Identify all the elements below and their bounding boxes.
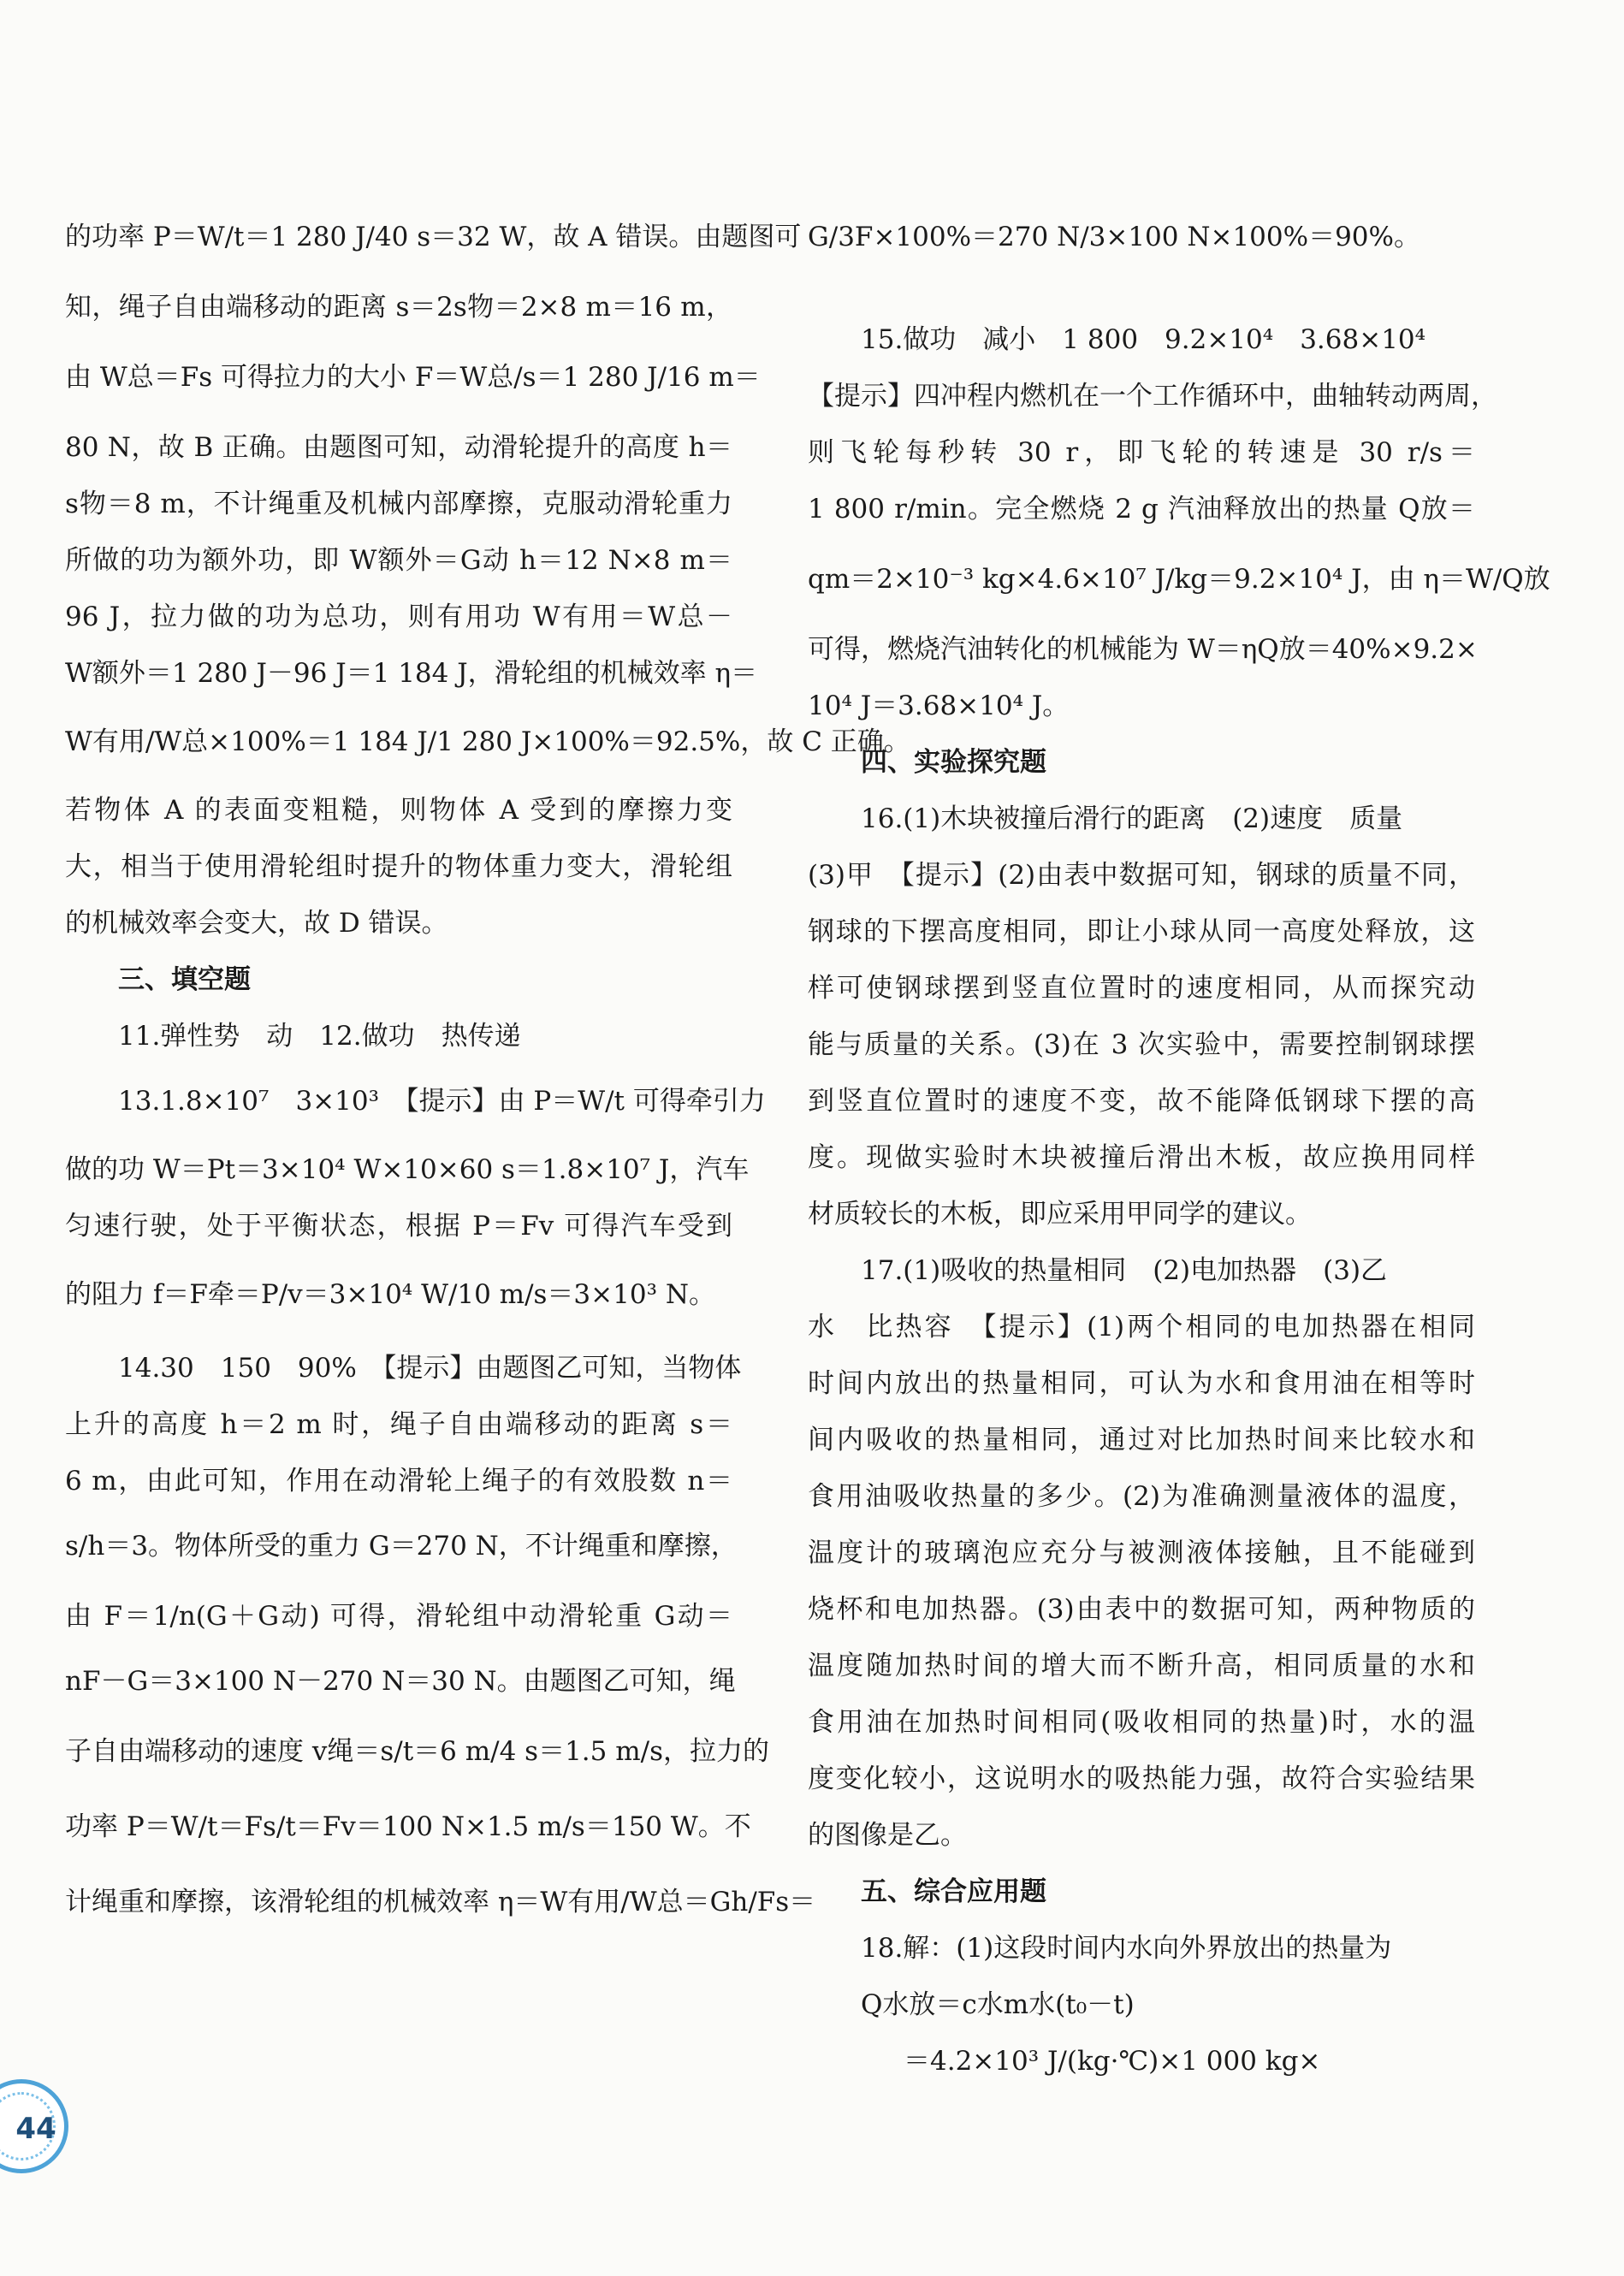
text-line: 食用油吸收热量的多少。(2)为准确测量液体的温度， bbox=[808, 1481, 1475, 1512]
text-line: 1 800 r/min。完全燃烧 2 g 汽油释放出的热量 Q放＝ bbox=[808, 494, 1475, 525]
text-line: qm＝2×10⁻³ kg×4.6×10⁷ J/kg＝9.2×10⁴ J，由 η＝W/Q放 bbox=[808, 564, 1550, 595]
text-line: W有用/W总×100%＝1 184 J/1 280 J×100%＝92.5%，故 C 正确。 bbox=[65, 726, 910, 757]
text-line: nF－G＝3×100 N－270 N＝30 N。由题图乙可知，绳 bbox=[65, 1666, 736, 1697]
text-line: 知，绳子自由端移动的距离 s＝2s物＝2×8 m＝16 m， bbox=[65, 292, 732, 323]
text-line: 16.(1)木块被撞后滑行的距离 (2)速度 质量 bbox=[861, 803, 1403, 834]
text-line: (3)甲 【提示】(2)由表中数据可知，钢球的质量不同， bbox=[808, 860, 1475, 891]
text-line: s物＝8 m，不计绳重及机械内部摩擦，克服动滑轮重力 bbox=[65, 489, 732, 519]
text-line: 做的功 W＝Pt＝3×10⁴ W×10×60 s＝1.8×10⁷ J，汽车 bbox=[65, 1154, 750, 1185]
text-line: 温度随加热时间的增大而不断升高，相同质量的水和 bbox=[808, 1651, 1475, 1681]
text-line: 钢球的下摆高度相同，即让小球从同一高度处释放，这 bbox=[808, 916, 1475, 947]
text-line: 由 F＝1/n(G＋G动) 可得，滑轮组中动滑轮重 G动＝ bbox=[65, 1601, 732, 1632]
text-line: 样可使钢球摆到竖直位置时的速度相同，从而探究动 bbox=[808, 973, 1475, 1004]
text-line: 的图像是乙。 bbox=[808, 1820, 967, 1851]
text-line: 的阻力 f＝F牵＝P/v＝3×10⁴ W/10 m/s＝3×10³ N。 bbox=[65, 1279, 715, 1310]
text-line: 大，相当于使用滑轮组时提升的物体重力变大，滑轮组 bbox=[65, 851, 732, 882]
text-line: 时间内放出的热量相同，可认为水和食用油在相等时 bbox=[808, 1368, 1475, 1399]
text-line: 6 m，由此可知，作用在动滑轮上绳子的有效股数 n＝ bbox=[65, 1466, 732, 1497]
text-line: 度变化较小，这说明水的吸热能力强，故符合实验结果 bbox=[808, 1763, 1475, 1794]
text-line: 的功率 P＝W/t＝1 280 J/40 s＝32 W，故 A 错误。由题图可 bbox=[65, 222, 802, 252]
text-line: G/3F×100%＝270 N/3×100 N×100%＝90%。 bbox=[808, 222, 1420, 252]
text-line: 温度计的玻璃泡应充分与被测液体接触，且不能碰到 bbox=[808, 1538, 1475, 1568]
text-line: 能与质量的关系。(3)在 3 次实验中，需要控制钢球摆 bbox=[808, 1029, 1475, 1060]
text-line: 14.30 150 90% 【提示】由题图乙可知，当物体 bbox=[118, 1353, 742, 1384]
text-line: 由 W总＝Fs 可得拉力的大小 F＝W总/s＝1 280 J/16 m＝ bbox=[65, 362, 761, 393]
text-line: 的机械效率会变大，故 D 错误。 bbox=[65, 908, 448, 939]
text-line: 若物体 A 的表面变粗糙，则物体 A 受到的摩擦力变 bbox=[65, 795, 732, 826]
text-line: 11.弹性势 动 12.做功 热传递 bbox=[118, 1021, 521, 1052]
text-line: 材质较长的木板，即应采用甲同学的建议。 bbox=[808, 1199, 1312, 1230]
text-line: s/h＝3。物体所受的重力 G＝270 N，不计绳重和摩擦， bbox=[65, 1531, 738, 1562]
text-line: 80 N，故 B 正确。由题图可知，动滑轮提升的高度 h＝ bbox=[65, 432, 732, 463]
text-line: 可得，燃烧汽油转化的机械能为 W＝ηQ放＝40%×9.2× bbox=[808, 634, 1478, 665]
text-line: 食用油在加热时间相同(吸收相同的热量)时，水的温 bbox=[808, 1707, 1475, 1738]
text-line: Q水放＝c水m水(t₀－t) bbox=[861, 1989, 1135, 2020]
text-line: 间内吸收的热量相同，通过对比加热时间来比较水和 bbox=[808, 1425, 1475, 1455]
text-line: 13.1.8×10⁷ 3×10³ 【提示】由 P＝W/t 可得牵引力 bbox=[118, 1086, 766, 1117]
text-line: 到竖直位置时的速度不变，故不能降低钢球下摆的高 bbox=[808, 1086, 1475, 1117]
text-line: 18.解：(1)这段时间内水向外界放出的热量为 bbox=[861, 1933, 1392, 1964]
section-heading: 三、填空题 bbox=[118, 964, 251, 995]
text-line: 则飞轮每秒转 30 r，即飞轮的转速是 30 r/s＝ bbox=[808, 437, 1475, 468]
text-line: 度。现做实验时木块被撞后滑出木板，故应换用同样 bbox=[808, 1142, 1475, 1173]
text-line: 功率 P＝W/t＝Fs/t＝Fv＝100 N×1.5 m/s＝150 W。不 bbox=[65, 1811, 751, 1842]
text-line: 96 J，拉力做的功为总功，则有用功 W有用＝W总－ bbox=[65, 602, 732, 632]
text-line: 所做的功为额外功，即 W额外＝G动 h＝12 N×8 m＝ bbox=[65, 545, 732, 576]
text-line: 匀速行驶，处于平衡状态，根据 P＝Fv 可得汽车受到 bbox=[65, 1211, 732, 1242]
text-line: W额外＝1 280 J－96 J＝1 184 J，滑轮组的机械效率 η＝ bbox=[65, 658, 758, 689]
page-number: 44 bbox=[15, 2112, 56, 2146]
text-line: 水 比热容 【提示】(1)两个相同的电加热器在相同 bbox=[808, 1312, 1475, 1342]
text-line: 15.做功 减小 1 800 9.2×10⁴ 3.68×10⁴ bbox=[861, 324, 1426, 355]
text-line: 计绳重和摩擦，该滑轮组的机械效率 η＝W有用/W总＝Gh/Fs＝ bbox=[65, 1887, 816, 1917]
text-line: 子自由端移动的速度 v绳＝s/t＝6 m/4 s＝1.5 m/s，拉力的 bbox=[65, 1736, 769, 1767]
text-line: ＝4.2×10³ J/(kg·℃)×1 000 kg× bbox=[904, 2046, 1321, 2077]
text-line: 17.(1)吸收的热量相同 (2)电加热器 (3)乙 bbox=[861, 1255, 1388, 1286]
text-line: 10⁴ J＝3.68×10⁴ J。 bbox=[808, 691, 1070, 721]
section-heading: 五、综合应用题 bbox=[861, 1876, 1046, 1907]
section-heading: 四、实验探究题 bbox=[861, 747, 1046, 778]
text-line: 【提示】四冲程内燃机在一个工作循环中，曲轴转动两周， bbox=[808, 381, 1497, 412]
text-line: 烧杯和电加热器。(3)由表中的数据可知，两种物质的 bbox=[808, 1594, 1475, 1625]
text-line: 上升的高度 h＝2 m 时，绳子自由端移动的距离 s＝ bbox=[65, 1409, 732, 1440]
